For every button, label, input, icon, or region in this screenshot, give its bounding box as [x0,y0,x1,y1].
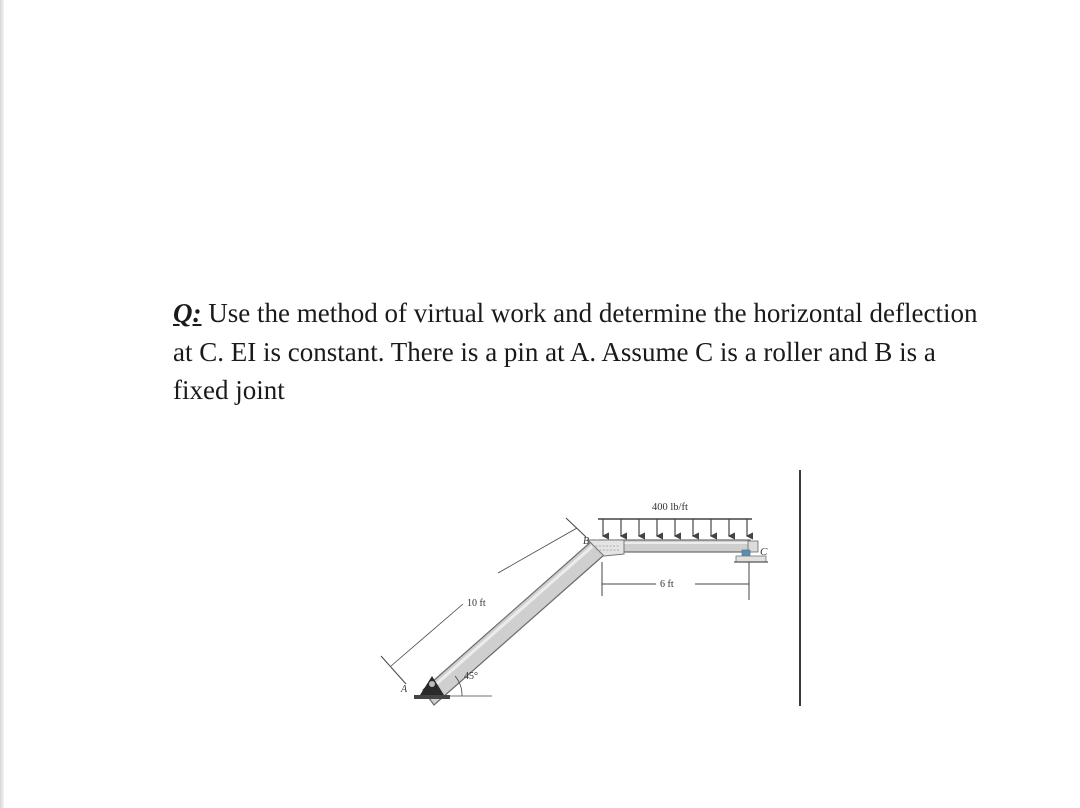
point-a-label: A [401,684,408,695]
question-label: Q: [173,298,202,328]
dimension-6ft [602,562,749,596]
length-label: 10 ft [467,598,486,609]
page-divider-line [799,470,801,706]
load-label: 400 lb/ft [652,502,688,513]
angle-label: 45° [464,671,478,682]
span-label: 6 ft [660,579,674,590]
inclined-member-ab [423,540,604,705]
question-body: Use the method of virtual work and determine the horizontal deflection at C. EI is constant. There is a pin at A. Assume C is a roller and B is a fixed joint [173,298,978,405]
point-c-label: C [760,546,768,558]
distributed-load [598,519,752,536]
point-b-label: B [583,536,590,547]
